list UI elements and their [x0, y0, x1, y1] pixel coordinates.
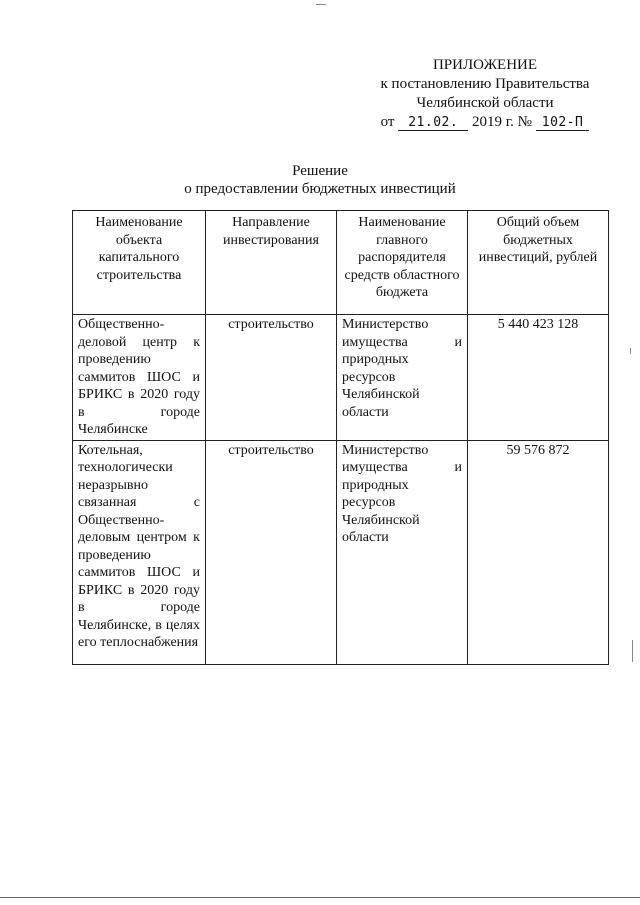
cell-object: Общественно-деловой центр к проведению саммитов ШОС и БРИКС в 2020 году в городе Челябинске: [73, 315, 206, 441]
cell-manager: Министерство имущества и природных ресурсов Челябинской области: [337, 315, 468, 441]
table-row: [73, 315, 609, 441]
cell-amount: 5 440 423 128: [468, 315, 609, 441]
scan-bottom-edge: [0, 897, 640, 898]
table-header-row: [73, 211, 609, 315]
handwritten-number: 102-П: [536, 115, 590, 131]
appendix-date-line: [340, 113, 630, 132]
decision-heading: [0, 162, 640, 198]
cell-direction: строительство: [206, 315, 337, 441]
from-label: от: [380, 114, 395, 130]
table-row: [73, 440, 609, 664]
decision-subtitle: о предоставлении бюджетных инвестиций: [184, 181, 456, 197]
appendix-title: ПРИЛОЖЕНИЕ: [432, 57, 538, 73]
appendix-block: [340, 56, 630, 132]
handwritten-date: 21.02.: [398, 115, 468, 131]
header-manager: Наименование главного распорядителя средств областного бюджета: [337, 211, 468, 315]
cell-direction: строительство: [206, 440, 337, 664]
scan-speck: [632, 640, 633, 662]
cell-manager: Министерство имущества и природных ресурсов Челябинской области: [337, 440, 468, 664]
header-direction: Направление инвестирования: [206, 211, 337, 315]
decision-title: Решение: [292, 163, 348, 179]
investments-table: [72, 210, 609, 665]
header-amount: Общий объем бюджетных инвестиций, рублей: [468, 211, 609, 315]
year-label: 2019 г. №: [471, 114, 532, 130]
appendix-line-2: Челябинской области: [416, 95, 554, 111]
appendix-line-1: к постановлению Правительства: [380, 76, 590, 92]
cell-object: Котельная, технологически неразрывно связанная с Общественно-деловым центром к проведению саммитов ШОС и БРИКС в 2020 году в городе Челябинске, в целях его теплоснабжения: [73, 440, 206, 664]
cell-amount: 59 576 872: [468, 440, 609, 664]
scan-speck: [630, 348, 631, 354]
scan-speck: [316, 4, 326, 5]
header-object: Наименование объекта капитального строительства: [73, 211, 206, 315]
